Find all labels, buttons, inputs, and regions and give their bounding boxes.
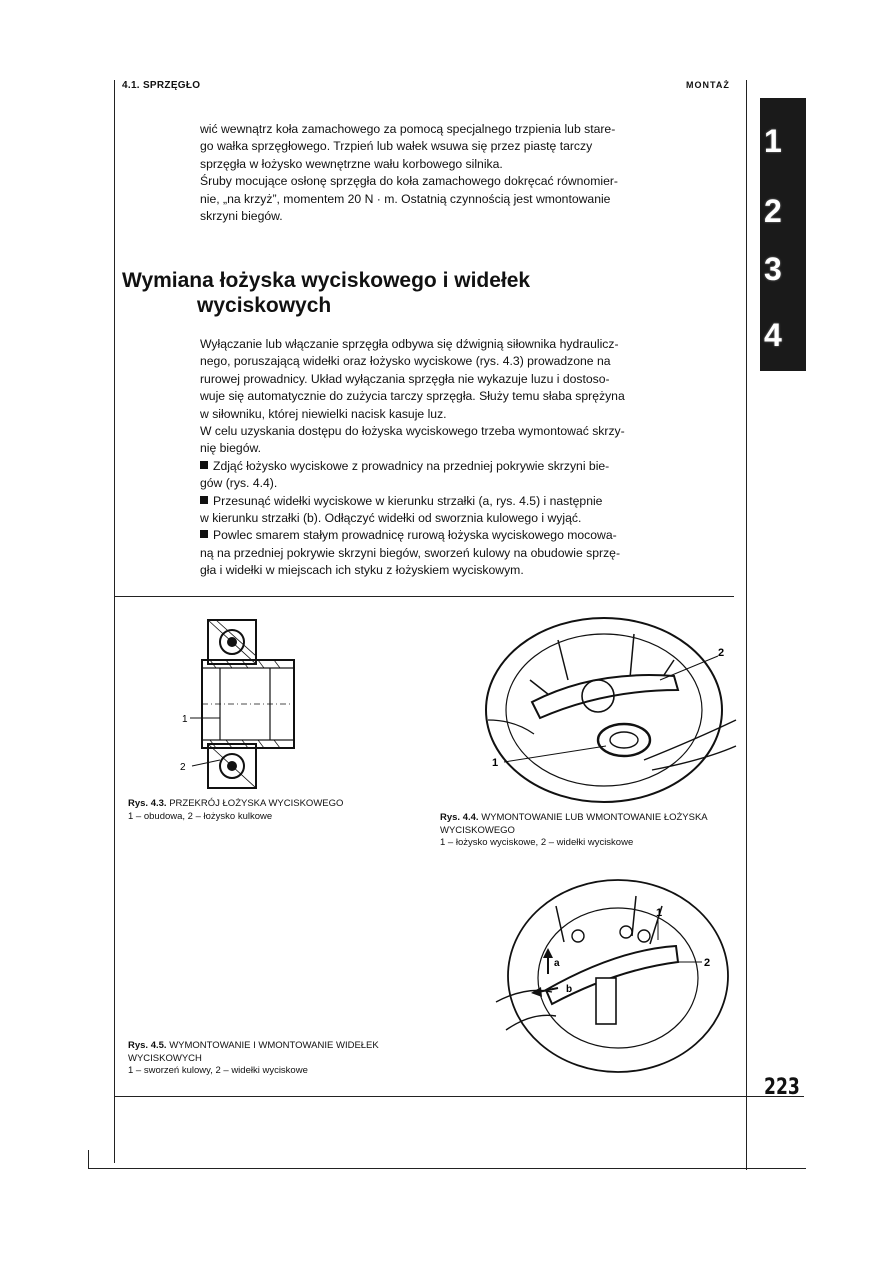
chapter-tab-4: 4 [760,299,806,371]
chapter-tab-1: 1 [760,98,806,184]
page-number: 223 [764,1075,800,1100]
fig45-arrow-a: a [554,958,560,969]
bullet-icon [200,530,208,538]
intro-paragraph: wić wewnątrz koła zamachowego za pomocą specjalnego trzpienia lub stare- go wałka sprzęgłowego. Trzpień lub wałek wsuwa się przez piastę tarczy sprzęgła w łożysko wewnętrzne wału korbowego silnika. Śruby mocujące osłonę sprzęgła do koła zamachowego dokręcać równomier- nie, „na krzyż”, momentem 20 N · m. Ostatnią czynnością jest wmontowanie skrzyni biegów. [200,122,618,224]
fig45-fork-removal-drawing [486,866,736,1076]
fig44-callout-1: 1 [492,757,499,769]
fig44-callout-2: 2 [718,647,725,659]
figures-top-rule [114,596,734,597]
bullet-icon [200,496,208,504]
running-header-right: MONTAŻ [686,80,730,90]
bullet-item-3: Powlec smarem stałym prowadnicę rurową łożyska wyciskowego mocowa- [200,527,662,544]
figures-bottom-rule [114,1096,804,1097]
fig43-caption: Rys. 4.3. PRZEKRÓJ ŁOŻYSKA WYCISKOWEGO 1 – obudowa, 2 – łożysko kulkowe [128,798,344,822]
bullet-item-2: Przesunąć widełki wyciskowe w kierunku strzałki (a, rys. 4.5) i następnie [200,493,662,510]
bullet-item-1: Zdjąć łożysko wyciskowe z prowadnicy na przedniej pokrywie skrzyni bie- [200,458,662,475]
fig43-callout-1: 1 [182,714,188,725]
fig45-caption: Rys. 4.5. WYMONTOWANIE I WMONTOWANIE WIDEŁEK WYCISKOWYCH 1 – sworzeń kulowy, 2 – widełki wyciskowe [128,1040,379,1076]
right-margin-rule [746,80,747,1170]
bullet-icon [200,461,208,469]
page-bottom-rule [88,1168,806,1169]
chapter-tab-3: 3 [760,239,806,299]
running-header: 4.1. SPRZĘGŁO [122,80,201,91]
corner-tick [88,1150,89,1168]
left-margin-rule [114,80,115,1163]
main-paragraph: Wyłączanie lub włączanie sprzęgła odbywa się dźwignią siłownika hydraulicz- nego, poruszającą widełki oraz łożysko wyciskowe (rys. 4.3) prowadzone na rurowej prowadnicy. Układ wyłączania sprzęgła nie wykazuje luzu i dostoso- wuje się automatycznie do zużycia tarczy sprzęgła. Służy temu słaba sprężyna w siłowniku, której niewielki nacisk kasuje luz. W celu uzyskania dostępu do łożyska wyciskowego trzeba wymontować skrzy- nię biegów. Zdjąć łożysko wyciskowe z prowadnicy na przedniej pokrywie skrzyni bie- gów (rys. 4.4). Przesunąć widełki wyciskowe w kierunku strzałki (a, rys. 4.5) i następnie w kierunku strzałki (b). Odłączyć widełki od sworznia kulowego i wyjąć. Powlec smarem stałym prowadnicę rurową łożyska wyciskowego mocowa- ną na przedniej pokrywie skrzyni biegów, sworzeń kulowy na obudowie sprzę- gła i widełki w miejscach ich styku z łożyskiem wyciskowym. [200,336,662,580]
fig45-arrow-b: b [566,984,573,995]
fig43-callout-2: 2 [180,762,186,773]
fig45-callout-1: 1 [656,907,663,919]
section-heading: Wymiana łożyska wyciskowego i widełek wyciskowych [122,269,531,317]
fig45-callout-2: 2 [704,957,711,969]
fig44-caption: Rys. 4.4. WYMONTOWANIE LUB WMONTOWANIE ŁOŻYSKA WYCISKOWEGO 1 – łożysko wyciskowe, 2 – widełki wyciskowe [440,812,708,848]
fig44-bearing-removal-drawing [474,610,744,810]
chapter-tab-2: 2 [760,184,806,239]
fig43-bearing-section-drawing [170,612,310,794]
